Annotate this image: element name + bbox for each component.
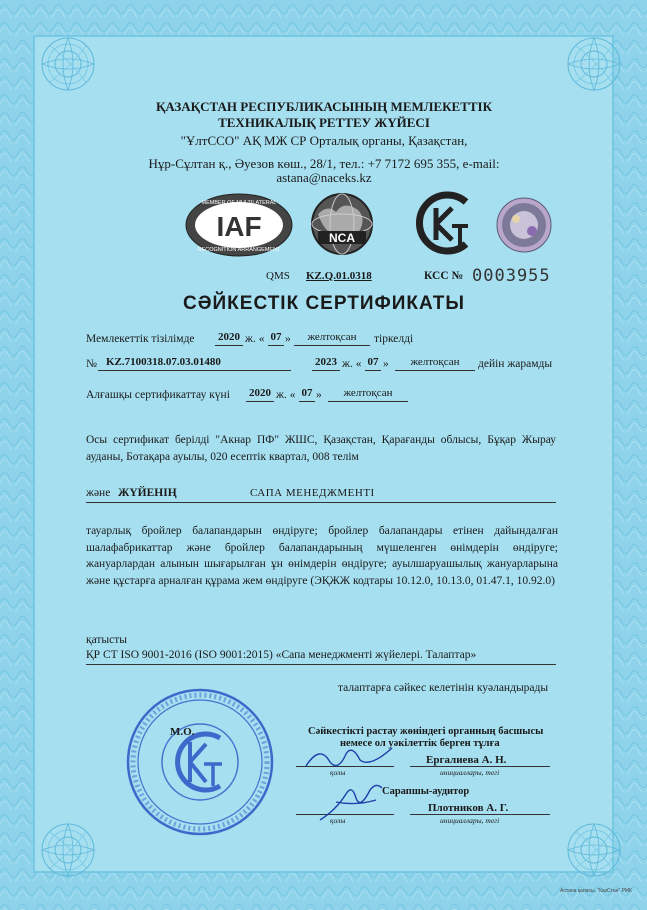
header-line-5: astana@naceks.kz — [276, 170, 372, 185]
reg-day: 07 — [268, 329, 284, 346]
nca-text: NCA — [329, 231, 355, 245]
issued-to-text: Осы сертификат берілді "Акнар ПФ" ЖШС, Қазақстан, Қарағанды облысы, Бұқар Жырау ауданы, Ботақара ауылы, 020 есептік квартал, 008 телім — [86, 434, 556, 463]
footer-note: Астана қаласы, "КазСтан" РМК — [560, 888, 632, 894]
header-line-2: ТЕХНИКАЛЫҚ РЕТТЕУ ЖҮЙЕСІ — [218, 115, 430, 130]
iaf-top-text: MEMBER OF MULTILATERAL — [201, 200, 277, 206]
first-year-suffix: ж. « — [276, 389, 296, 401]
kcc-label: КСС № — [424, 270, 464, 282]
round-seal-stamp — [124, 686, 276, 843]
qms-label: QMS — [266, 270, 290, 282]
registry-label: Мемлекеттік тізілімде — [86, 333, 195, 345]
standard-text: ҚР СТ ISO 9001-2016 (ISO 9001:2015) «Сапа менеджменті жүйелері. Талаптар» — [86, 649, 477, 661]
valid-year-suffix: ж. « — [342, 358, 362, 370]
valid-day-close: » — [383, 358, 389, 370]
reg-year-suffix: ж. « — [245, 333, 265, 345]
valid-until-label: дейін жарамды — [478, 358, 553, 370]
reg-year: 2020 — [215, 329, 243, 346]
first-year: 2020 — [246, 385, 274, 402]
head-name: Ергалиева А. Н. — [426, 754, 507, 766]
certificate-number: KZ.7100318.07.03.01480 — [98, 354, 291, 371]
header-line-3: "ҰлтССО" АҚ МЖ СР Орталық органы, Қазақстан, — [180, 133, 468, 148]
reg-day-close: » — [285, 333, 291, 345]
system-name: САПА МЕНЕДЖМЕНТІ — [250, 487, 375, 499]
iaf-text: IAF — [216, 211, 262, 242]
hologram-sticker — [496, 197, 552, 253]
header-line-1: ҚАЗАҚСТАН РЕСПУБЛИКАСЫНЫҢ МЕМЛЕКЕТТІК — [155, 99, 493, 114]
first-month: желтоқсан — [328, 385, 408, 402]
stamp-place-label: М.О. — [170, 726, 195, 738]
auditor-name: Плотников А. Г. — [428, 802, 509, 814]
head-sign-caption: қолы — [330, 768, 346, 777]
iaf-bottom-text: RECOGNITION ARRANGEMENT — [197, 247, 281, 253]
first-day: 07 — [299, 385, 315, 402]
auditor-handwritten-signature — [316, 780, 386, 829]
regarding-label: қатысты — [86, 634, 128, 646]
auditor-title: Сарапшы-аудитор — [382, 786, 470, 797]
reg-month: желтоқсан — [294, 329, 370, 346]
system-word: ЖҮЙЕНІҢ — [118, 487, 177, 499]
valid-day: 07 — [365, 354, 381, 371]
serial-number: 0003955 — [472, 266, 551, 286]
head-initials-caption: инициаллары, тегі — [440, 768, 500, 777]
first-cert-label: Алғашқы сертификаттау күні — [86, 389, 230, 401]
first-day-close: » — [316, 389, 322, 401]
qms-number: KZ.Q.01.0318 — [306, 270, 372, 282]
head-handwritten-signature — [300, 738, 400, 779]
and-label: және — [86, 487, 111, 499]
valid-month: желтоқсан — [395, 354, 475, 371]
iaf-logo — [184, 192, 294, 258]
conformity-text: талаптарға сәйкес келетінін куәландырады — [338, 682, 549, 694]
auditor-sign-caption: қолы — [330, 816, 346, 825]
kss-mark-logo — [412, 190, 476, 256]
auditor-initials-caption: инициаллары, тегі — [440, 816, 500, 825]
header-line-4: Нұр-Сұлтан қ., Әуезов көш., 28/1, тел.: +7 7172 695 355, e-mail: — [148, 156, 500, 171]
head-title-1: Сәйкестікті растау жөніндегі органның басшысы — [308, 726, 544, 737]
nca-globe-logo — [304, 190, 380, 262]
number-label: № — [86, 358, 97, 370]
head-title-2: немесе ол уәкілеттік берген тұлға — [340, 738, 500, 749]
certificate-title: СӘЙКЕСТІК СЕРТИФИКАТЫ — [183, 293, 465, 314]
scope-text: тауарлық бройлер балапандарын өндіруге; бройлер балапандары етінен дайындалған шалафабрикаттар және бройлер балапандарының мүшеленген өнімдерін өндіруге; жануарлардан алынын шығарылған ұн өнімдерін өндіруге; ауылшаруашылық жануарларына және құстарға арналған құрама жем өндіруге (ЭҚЖЖ кодтары 10.12.0, 10.13.0, 01.47.1, 10.92.0) — [86, 525, 558, 587]
valid-year: 2023 — [312, 354, 340, 371]
registered-label: тіркелді — [374, 333, 414, 345]
